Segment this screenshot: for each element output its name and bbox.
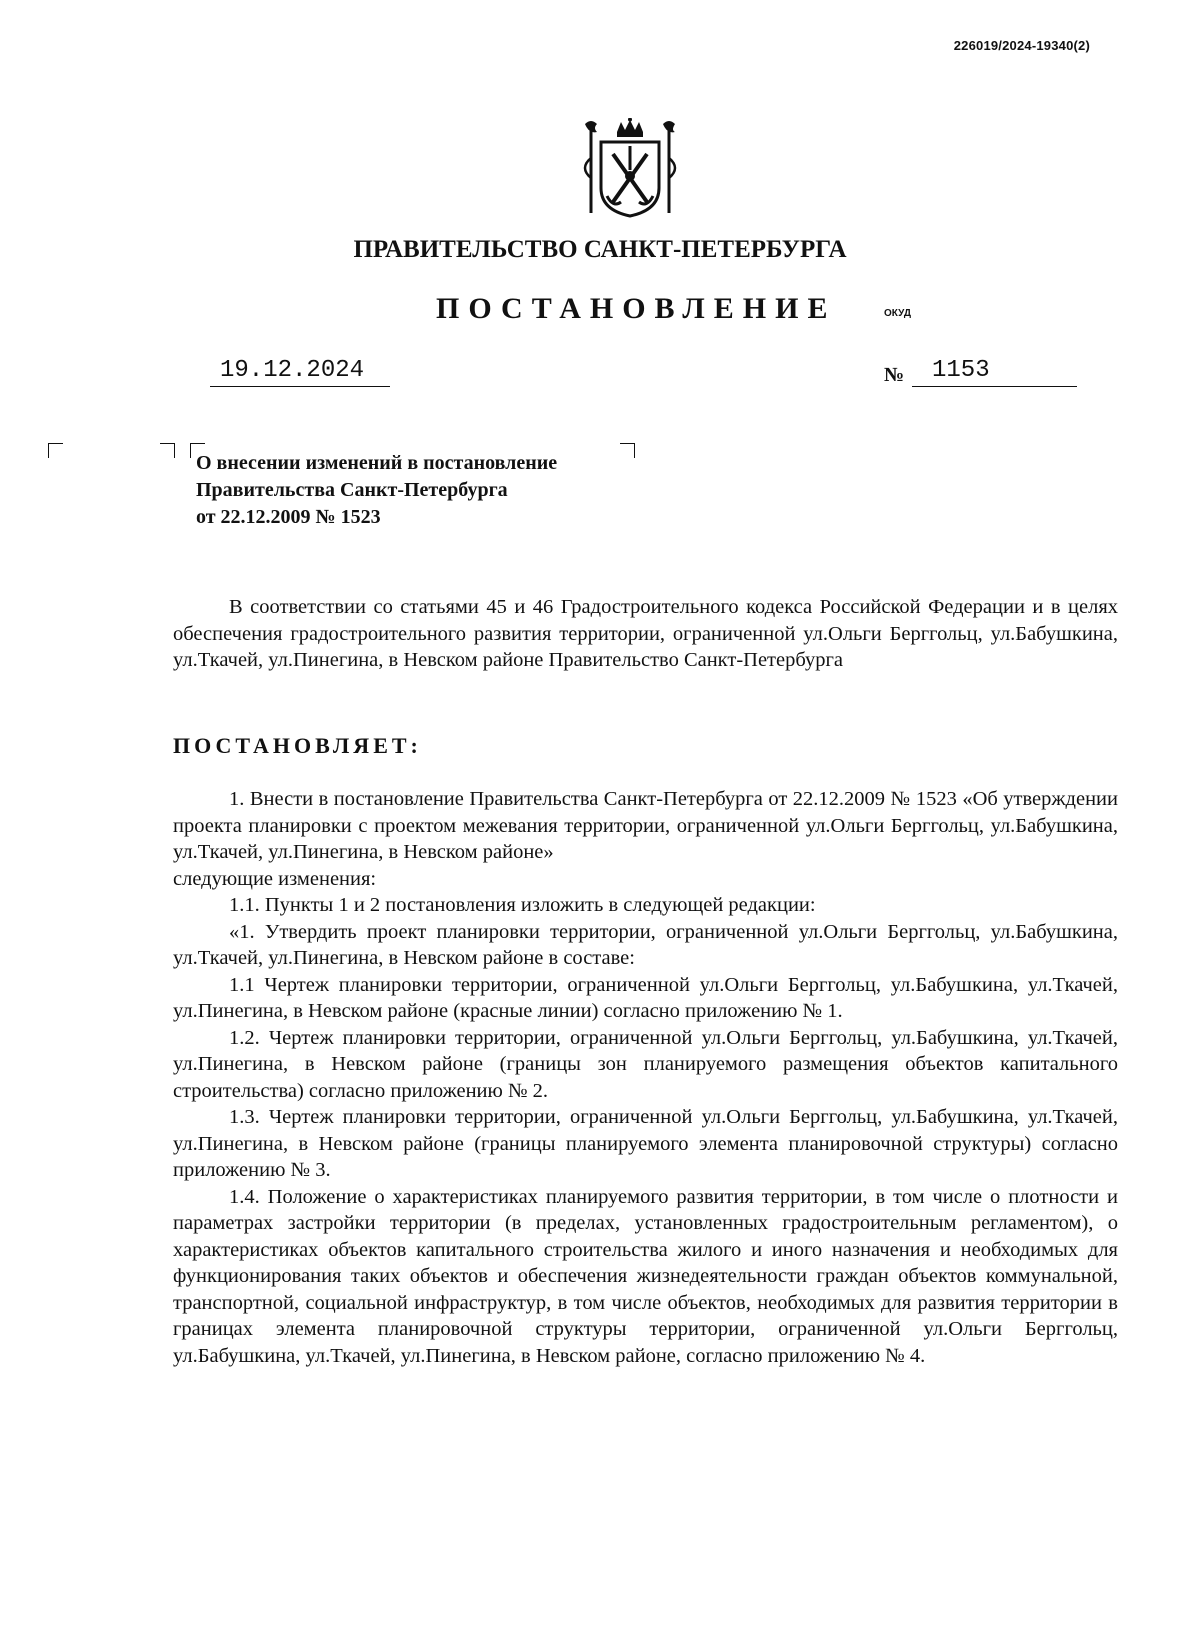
okud-label: ОКУД	[884, 308, 911, 319]
subject-line: от 22.12.2009 № 1523	[196, 506, 381, 528]
subitem-1-2: 1.2. Чертеж планировки территории, ограниченной ул.Ольги Берггольц, ул.Бабушкина, ул.Ткачей, ул.Пинегина, в Невском районе (границы зон планируемого размещения объектов капитального строительства) согласно приложению № 2.	[173, 1026, 1118, 1102]
subject-line: О внесении изменений в постановление	[196, 452, 558, 474]
resolves-heading: ПОСТАНОВЛЯЕТ:	[173, 733, 422, 758]
item-1-1-quote: «1. Утвердить проект планировки территории, ограниченной ул.Ольги Берггольц, ул.Бабушкина, ул.Ткачей, ул.Пинегина, в Невском районе в составе:	[173, 920, 1118, 969]
subitem-1-3: 1.3. Чертеж планировки территории, ограниченной ул.Ольги Берггольц, ул.Бабушкина, ул.Ткачей, ул.Пинегина, в Невском районе (границы планируемого элемента планировочной структуры) согласно приложению № 3.	[173, 1106, 1118, 1181]
subitem-1-4: 1.4. Положение о характеристиках планируемого развития территории, в том числе о плотности и параметрах застройки территории (в пределах, установленных градостроительным регламентом), о характеристиках объектов капитального строительства жилого и иного назначения и необходимых для функционирования таких объектов и обеспечения жизнедеятельности граждан объектов коммунальной, транспортной, социальной инфраструктур, в том числе объектов, необходимых для развития территории в границах элемента планировочной структуры территории, ограниченной ул.Ольги Берггольц, ул.Бабушкина, ул.Ткачей, ул.Пинегина, в Невском районе, согласно приложению № 4.	[173, 1185, 1118, 1367]
corner-mark-right	[620, 443, 635, 458]
preamble-text: В соответствии со статьями 45 и 46 Градостроительного кодекса Российской Федерации и в целях обеспечения градостроительного развития территории, ограниченной ул.Ольги Берггольц, ул.Бабушкина, ул.Ткачей, ул.Пинегина, в Невском районе Правительство Санкт-Петербурга	[173, 596, 1118, 671]
document-type-title: ПОСТАНОВЛЕНИЕ	[436, 292, 837, 325]
registration-number: 226019/2024-19340(2)	[953, 38, 1090, 53]
decree-items	[173, 786, 1118, 1369]
decree-date: 19.12.2024	[210, 357, 390, 387]
number-sign: №	[884, 364, 905, 386]
subject-line: Правительства Санкт-Петербурга	[196, 479, 508, 501]
subitem-1-1: 1.1 Чертеж планировки территории, ограниченной ул.Ольги Берггольц, ул.Бабушкина, ул.Ткачей, ул.Пинегина, в Невском районе (красные линии) согласно приложению № 1.	[173, 973, 1118, 1022]
decree-subject	[196, 450, 557, 531]
item-1-1: 1.1. Пункты 1 и 2 постановления изложить в следующей редакции:	[229, 894, 816, 916]
preamble	[173, 594, 1118, 674]
coat-of-arms-icon	[575, 118, 685, 218]
corner-mark	[160, 443, 175, 458]
item-1: 1. Внести в постановление Правительства Санкт-Петербурга от 22.12.2009 № 1523 «Об утверждении проекта планировки с проектом межевания территории, ограниченной ул.Ольги Берггольц, ул.Бабушкина, ул.Ткачей, ул.Пинегина, в Невском районе»	[173, 788, 1118, 863]
item-1-tail: следующие изменения:	[173, 867, 377, 890]
government-title: ПРАВИТЕЛЬСТВО САНКТ-ПЕТЕРБУРГА	[353, 236, 847, 263]
corner-mark-left	[48, 443, 63, 458]
decree-number: 1153	[912, 357, 1077, 387]
